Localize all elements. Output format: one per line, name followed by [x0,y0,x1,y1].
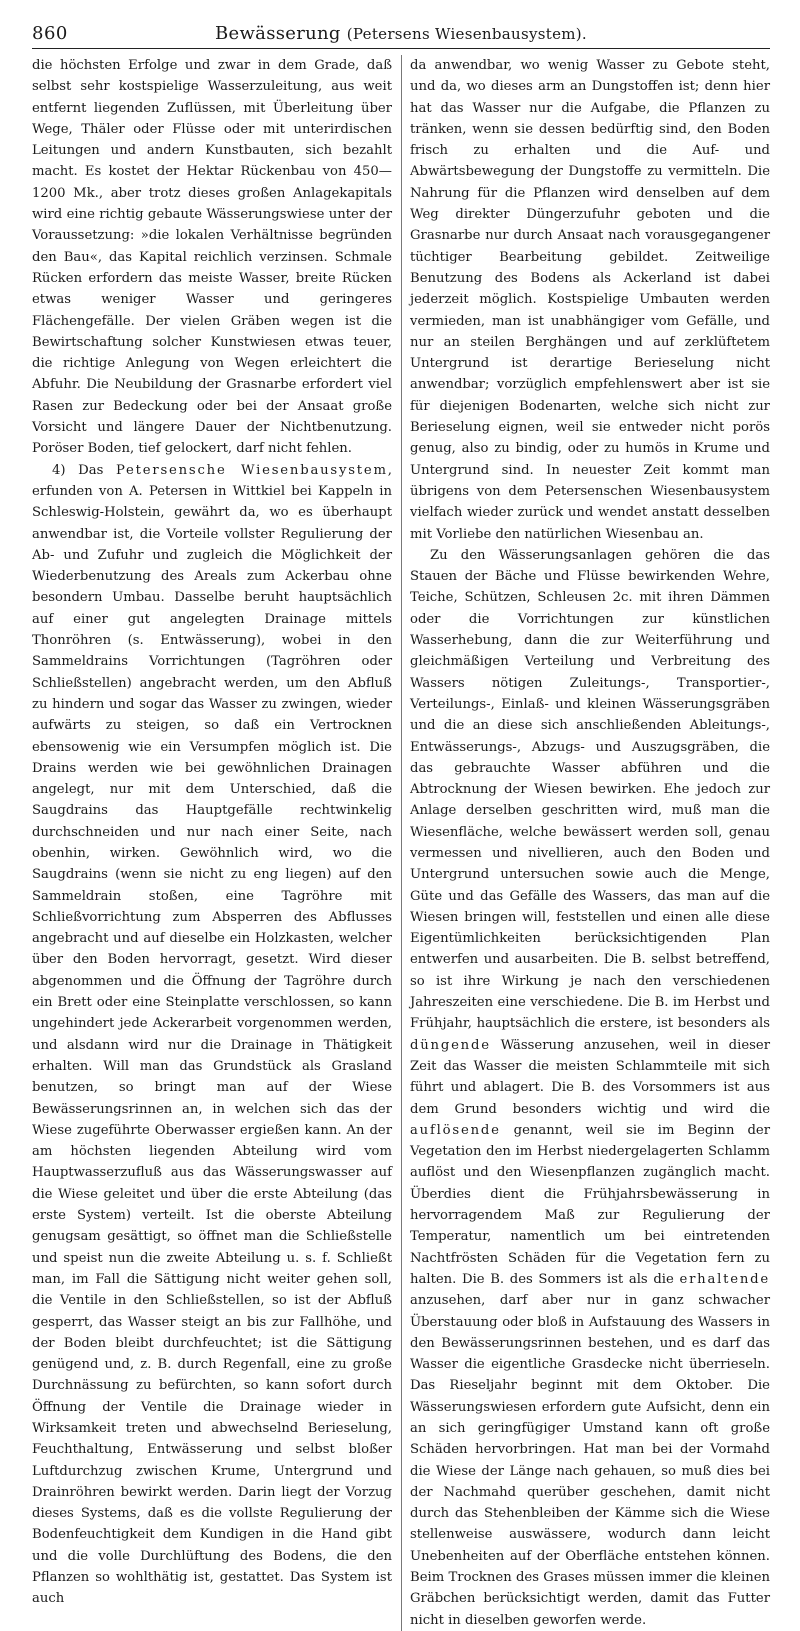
article-title: Bewässerung [214,23,341,44]
article-subtitle: (Petersens Wiesenbausystem). [346,25,587,43]
left-paragraph-2-body: , erfunden von A. Petersen in Wittkiel bei Kappeln in Schleswig-Holstein, gewährt da, wo es überhaupt anwendbar ist, die Vorteile vollster Regulierung der Ab- und Zufuhr und zugleich die Möglichkeit der Wiederbenutzung des Areals zum Ackerbau ohne besondern Umbau. Dasselbe beruht hauptsächlich auf einer gut angelegten Drainage mittels Thonröhren (s. Entwässerung), wobei in den Sammeldrains Vorrichtungen (Tagröhren oder Schließstellen) angebracht werden, um den Abfluß zu hindern und sogar das Wasser zu zwingen, wieder aufwärts zu steigen, so daß ein Vertrocknen ebensowenig wie ein Versumpfen möglich ist. Die Drains werden wie bei gewöhnlichen Drainagen angelegt, nur mit dem Unterschied, daß die Saugdrains das Hauptgefälle rechtwinkelig durchschneiden und nur nach einer Seite, nach obenhin, wirken. Gewöhnlich wird, wo die Saugdrains (wenn sie nicht zu eng liegen) auf den Sammeldrain stoßen, eine Tagröhre mit Schließvorrichtung zum Absperren des Abflusses angebracht und auf dieselbe ein Holzkasten, welcher über den Boden hervorragt, gesetzt. Wird dieser abgenommen und die Öffnung der Tagröhre durch ein Brett oder eine Steinplatte verschlossen, so kann ungehindert jede Ackerarbeit vorgenommen werden, und alsdann wird nur die Drainage in Thätigkeit erhalten. Will man das Grundstück als Grasland benutzen, so bringt man auf der Wiese Bewässerungsrinnen an, in welchen sich das der Wiese zugeführte Oberwasser ergießen kann. An der am höchsten liegenden Abteilung wird vom Hauptwasserzufluß aus das Wässerungswasser auf die Wiese geleitet und über die erste Abteilung (das erste System) verteilt. Ist die oberste Abteilung genugsam gesättigt, so öffnet man die Schließstelle und speist nun die zweite Abteilung u. s. f. Schließt man, im Fall die Sättigung nicht weiter gehen soll, die Ventile in den Schließstellen, so ist der Abfluß gesperrt, das Wasser steigt an bis zur Fallhöhe, und der Boden bleibt durchfeuchtet; ist die Sättigung genügend und, z. B. durch Regenfall, eine zu große Durchnässung zu befürchten, so kann sofort durch Öffnung der Ventile die Drainage wieder in Wirksamkeit treten und abwechselnd Berieselung, Feuchthaltung, Entwässerung und selbst bloßer Luftdurchzug zwischen Krume, Untergrund und Drainröhren bewirkt werden. Darin liegt der Vorzug dieses Systems, daß es die vollste Regulierung der Bodenfeuchtigkeit dem Kundigen in die Hand gibt und die volle Durchlüftung des Bodens, die den Pflanzen so wohlthätig ist, gestattet. Das System ist auch [32,462,392,1607]
right-paragraph-2-part-d: anzusehen, darf aber nur in ganz schwacher Überstauung oder bloß in Aufstauung des Wassers in den Bewässerungsrinnen bestehen, und es darf das Wasser die eigentliche Grasdecke nicht überrieseln. Das Rieseljahr beginnt mit dem Oktober. Die Wässerungswiesen erfordern gute Aufsicht, denn ein an sich geringfügiger Umstand kann oft große Schäden hervorbringen. Hat man bei der Vormahd die Wiese der Länge nach gehauen, so muß dies bei der Nachmahd querüber geschehen, damit nicht durch das Stehenbleiben der Kämme sich die Wiese stellenweise auswässere, wodurch dann leicht Unebenheiten auf der Oberfläche entstehen können. Beim Trocknen des Grases müssen immer die kleinen Gräbchen berücksichtigt werden, damit das Futter nicht in dieselben geworfen werde. [410,1293,770,1628]
right-paragraph-2 [410,545,770,1631]
page-number: 860 [32,23,68,44]
term-petersensche-wiesenbausystem: Petersensche Wiesenbausystem [115,462,388,478]
right-column [410,55,770,1631]
left-paragraph-2 [32,460,392,1610]
running-head [32,22,770,49]
text-columns [32,55,770,1631]
term-aufloesende: auflösende [410,1122,501,1138]
term-erhaltende: erhaltende [679,1271,770,1287]
right-paragraph-2-part-b: Wässerung anzusehen, weil in dieser Zeit das Wasser die meisten Schlammteile mit sich führt und ablagert. Die B. des Vorsommers ist aus dem Grund besonders wichtig und wird die [410,1037,770,1117]
running-title [32,22,770,46]
left-column [32,55,392,1631]
left-paragraph-1: die höchsten Erfolge und zwar in dem Grade, daß selbst sehr kostspielige Wasserzuleitung, aus weit entfernt liegenden Zuflüssen, mit Überleitung über Wege, Thäler oder Flüsse oder mit unterirdischen Leitungen und andern Kunstbauten, sich bezahlt macht. Es kostet der Hektar Rückenbau von 450—1200 Mk., aber trotz dieses großen Anlagekapitals wird eine richtig gebaute Wässerungswiese unter der Voraussetzung: »die lokalen Verhältnisse begründen den Bau«, das Kapital reichlich verzinsen. Schmale Rücken erfordern das meiste Wasser, breite Rücken etwas weniger Wasser und geringeres Flächengefälle. Der vielen Gräben wegen ist die Bewirtschaftung solcher Kunstwiesen etwas teuer, die richtige Anlegung von Wegen erleichtert die Abfuhr. Die Neubildung der Grasnarbe erfordert viel Rasen zur Bedeckung oder bei der Ansaat große Vorsicht und längere Dauer der Nichtbenutzung. Poröser Boden, tief gelockert, darf nicht fehlen. [32,58,392,457]
right-paragraph-1: da anwendbar, wo wenig Wasser zu Gebote steht, und da, wo dieses arm an Dungstoffen ist; denn hier hat das Wasser nur die Aufgabe, die Pflanzen zu tränken, wenn sie dessen bedürftig sind, den Boden frisch zu erhalten und die Auf- und Abwärtsbewegung der Dungstoffe zu vermitteln. Die Nahrung für die Pflanzen wird denselben auf dem Weg direkter Düngerzufuhr geboten und die Grasnarbe nur durch Ansaat nach vorausgegangener tüchtiger Bearbeitung gebildet. Zeitweilige Benutzung des Bodens als Ackerland ist dabei jederzeit möglich. Kostspielige Umbauten werden vermieden, man ist unabhängiger vom Gefälle, und nur an steilen Berghängen und auf zerklüftetem Untergrund ist derartige Berieselung nicht anwendbar; vorzüglich empfehlenswert aber ist sie für diejenigen Bodenarten, welche sich nicht zur Berieselung eignen, weil sie entweder nicht porös genug, also zu bindig, oder zu humös in Krume und Untergrund sind. In neuester Zeit kommt man übrigens von dem Petersenschen Wiesenbausystem vielfach wieder zurück und wendet anstatt desselben mit Vorliebe den natürlichen Wiesenbau an. [410,58,770,542]
term-duengende: düngende [410,1037,491,1053]
column-divider [401,55,402,1631]
right-paragraph-2-part-c: genannt, weil sie im Beginn der Vegetation den im Herbst niedergelagerten Schlamm auflöst und den Wiesenpflanzen zugänglich macht. Überdies dient die Frühjahrsbewässerung in hervorragendem Maß zur Regulierung der Temperatur, namentlich um bei eintretenden Nachtfrösten Schäden für die Vegetation fern zu halten. Die B. des Sommers ist als die [410,1122,770,1287]
right-paragraph-2-part-a: Zu den Wässerungsanlagen gehören die das Stauen der Bäche und Flüsse bewirkenden Wehre, Teiche, Schützen, Schleusen 2c. mit ihren Dämmen oder die Vorrichtungen zur künstlichen Wasserhebung, dann die zur Weiterführung und gleichmäßigen Verteilung und Verbreitung des Wassers nötigen Zuleitungs-, Transportier-, Verteilungs-, Einlaß- und kleinen Wässerungsgräben und die an diese sich anschließenden Ableitungs-, Entwässerungs-, Abzugs- und Auszugsgräben, die das gebrauchte Wasser abführen und die Abtrocknung der Wiesen bewirken. Ehe jedoch zur Anlage derselben geschritten wird, muß man die Wiesenfläche, welche bewässert werden soll, genau vermessen und nivellieren, auch den Boden und Untergrund untersuchen sowie auch die Menge, Güte und das Gefälle des Wassers, das man auf die Wiesen bringen will, feststellen und einen alle diese Eigentümlichkeiten berücksichtigenden Plan entwerfen und ausarbeiten. Die B. selbst betreffend, so ist ihre Wirkung je nach den verschiedenen Jahreszeiten eine verschiedene. Die B. im Herbst und Frühjahr, hauptsächlich die erstere, ist besonders als [410,547,770,1032]
left-paragraph-2-lead: 4) Das [52,462,116,478]
